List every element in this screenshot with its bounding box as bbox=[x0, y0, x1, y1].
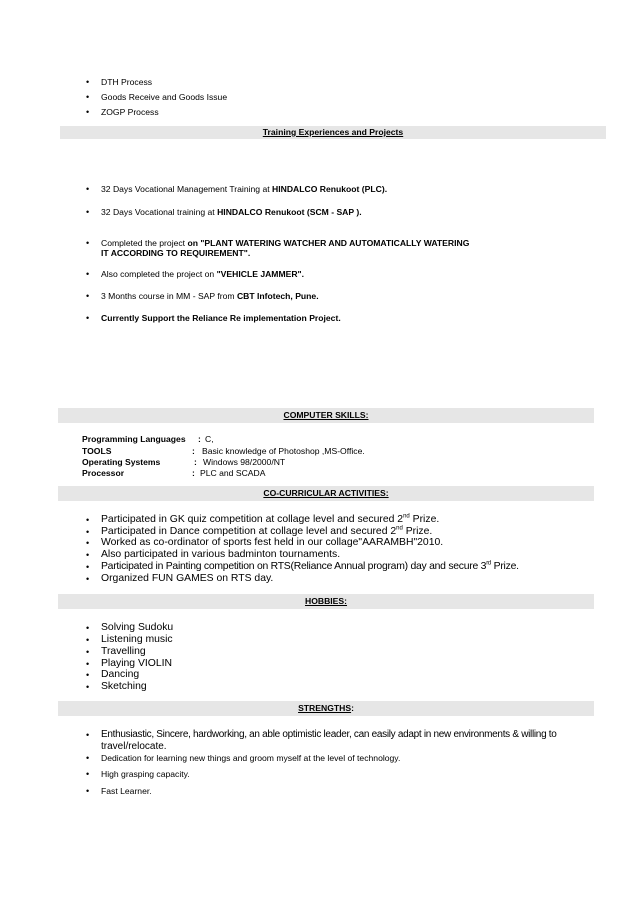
list-item: DTH Process bbox=[101, 77, 153, 87]
bullet: • bbox=[86, 527, 90, 537]
list-item: Also completed the project on "VEHICLE JAMMER". bbox=[101, 269, 305, 279]
skill-value: Windows 98/2000/NT bbox=[203, 457, 286, 467]
skill-colon: : bbox=[194, 457, 197, 467]
bullet: • bbox=[86, 269, 90, 279]
bullet: • bbox=[86, 623, 90, 633]
skill-colon: : bbox=[192, 468, 195, 478]
skill-label: Operating Systems bbox=[82, 457, 161, 467]
skill-label: TOOLS bbox=[82, 446, 112, 456]
computer-skills-heading: COMPUTER SKILLS: bbox=[283, 410, 369, 420]
co-curricular-heading: CO-CURRICULAR ACTIVITIES: bbox=[263, 488, 389, 498]
list-item: Listening music bbox=[101, 634, 173, 645]
list-item: Sketching bbox=[101, 681, 147, 692]
skill-label: Programming Languages bbox=[82, 434, 186, 444]
skill-colon: : bbox=[198, 434, 201, 444]
skill-colon: : bbox=[192, 446, 195, 456]
bullet: • bbox=[86, 769, 90, 779]
strengths-heading: STRENGTHS: bbox=[298, 703, 354, 713]
list-item-continuation: travel/relocate. bbox=[101, 741, 167, 752]
bullet: • bbox=[86, 753, 90, 763]
list-item: ZOGP Process bbox=[101, 107, 159, 117]
bullet: • bbox=[86, 730, 90, 740]
list-item: Playing VIOLIN bbox=[101, 658, 173, 669]
bullet: • bbox=[86, 515, 90, 525]
list-item: Fast Learner. bbox=[101, 786, 152, 796]
bullet: • bbox=[86, 670, 90, 680]
list-item: Enthusiastic, Sincere, hardworking, an able optimistic leader, can easily adapt in new environments & willing to bbox=[101, 729, 557, 740]
list-item: Solving Sudoku bbox=[101, 622, 174, 633]
bullet: • bbox=[86, 184, 90, 194]
bullet: • bbox=[86, 77, 90, 87]
list-item: Completed the project on "PLANT WATERING WATCHER AND AUTOMATICALLY WATERING bbox=[101, 238, 470, 248]
skill-value: C, bbox=[205, 434, 214, 444]
list-item: Participated in Dance competition at collage level and secured 2nd Prize. bbox=[101, 525, 433, 537]
bullet: • bbox=[86, 92, 90, 102]
list-item: 32 Days Vocational Management Training at HINDALCO Renukoot (PLC). bbox=[101, 184, 388, 194]
hobbies-bar bbox=[58, 594, 594, 609]
list-item: Goods Receive and Goods Issue bbox=[101, 92, 228, 102]
training-heading: Training Experiences and Projects bbox=[262, 127, 404, 137]
bullet: • bbox=[86, 682, 90, 692]
list-item: Dancing bbox=[101, 669, 140, 680]
list-item: 3 Months course in MM - SAP from CBT Infotech, Pune. bbox=[101, 291, 319, 301]
list-item-continuation: IT ACCORDING TO REQUIREMENT". bbox=[101, 248, 251, 258]
list-item: High grasping capacity. bbox=[101, 769, 190, 779]
bullet: • bbox=[86, 107, 90, 117]
training-heading-bar bbox=[60, 126, 606, 139]
bullet: • bbox=[86, 550, 90, 560]
list-item: Currently Support the Reliance Re implementation Project. bbox=[101, 313, 341, 323]
list-item: 32 Days Vocational training at HINDALCO Renukoot (SCM - SAP ). bbox=[101, 207, 362, 217]
list-item: Also participated in various badminton tournaments. bbox=[101, 549, 341, 560]
bullet: • bbox=[86, 574, 90, 584]
bullet: • bbox=[86, 207, 90, 217]
list-item: Worked as co-ordinator of sports fest held in our collage"AARAMBH"2010. bbox=[101, 537, 444, 548]
bullet: • bbox=[86, 647, 90, 657]
bullet: • bbox=[86, 291, 90, 301]
strengths-bar bbox=[58, 701, 594, 716]
list-item: Participated in Painting competition on RTS(Reliance Annual program) day and secure 3rd Prize. bbox=[101, 560, 519, 572]
list-item: Participated in GK quiz competition at collage level and secured 2nd Prize. bbox=[101, 513, 440, 525]
skill-value: PLC and SCADA bbox=[200, 468, 266, 478]
list-item: Organized FUN GAMES on RTS day. bbox=[101, 573, 274, 584]
computer-skills-bar bbox=[58, 408, 594, 423]
skill-label: Processor bbox=[82, 468, 125, 478]
bullet: • bbox=[86, 659, 90, 669]
bullet: • bbox=[86, 635, 90, 645]
bullet: • bbox=[86, 238, 90, 248]
bullet: • bbox=[86, 538, 90, 548]
bullet: • bbox=[86, 562, 90, 572]
list-item: Travelling bbox=[101, 646, 146, 657]
co-curricular-bar bbox=[58, 486, 594, 501]
bullet: • bbox=[86, 786, 90, 796]
list-item: Dedication for learning new things and groom myself at the level of technology. bbox=[101, 753, 401, 763]
hobbies-heading: HOBBIES: bbox=[304, 596, 348, 606]
bullet: • bbox=[86, 313, 90, 323]
skill-value: Basic knowledge of Photoshop ,MS-Office. bbox=[202, 446, 365, 456]
